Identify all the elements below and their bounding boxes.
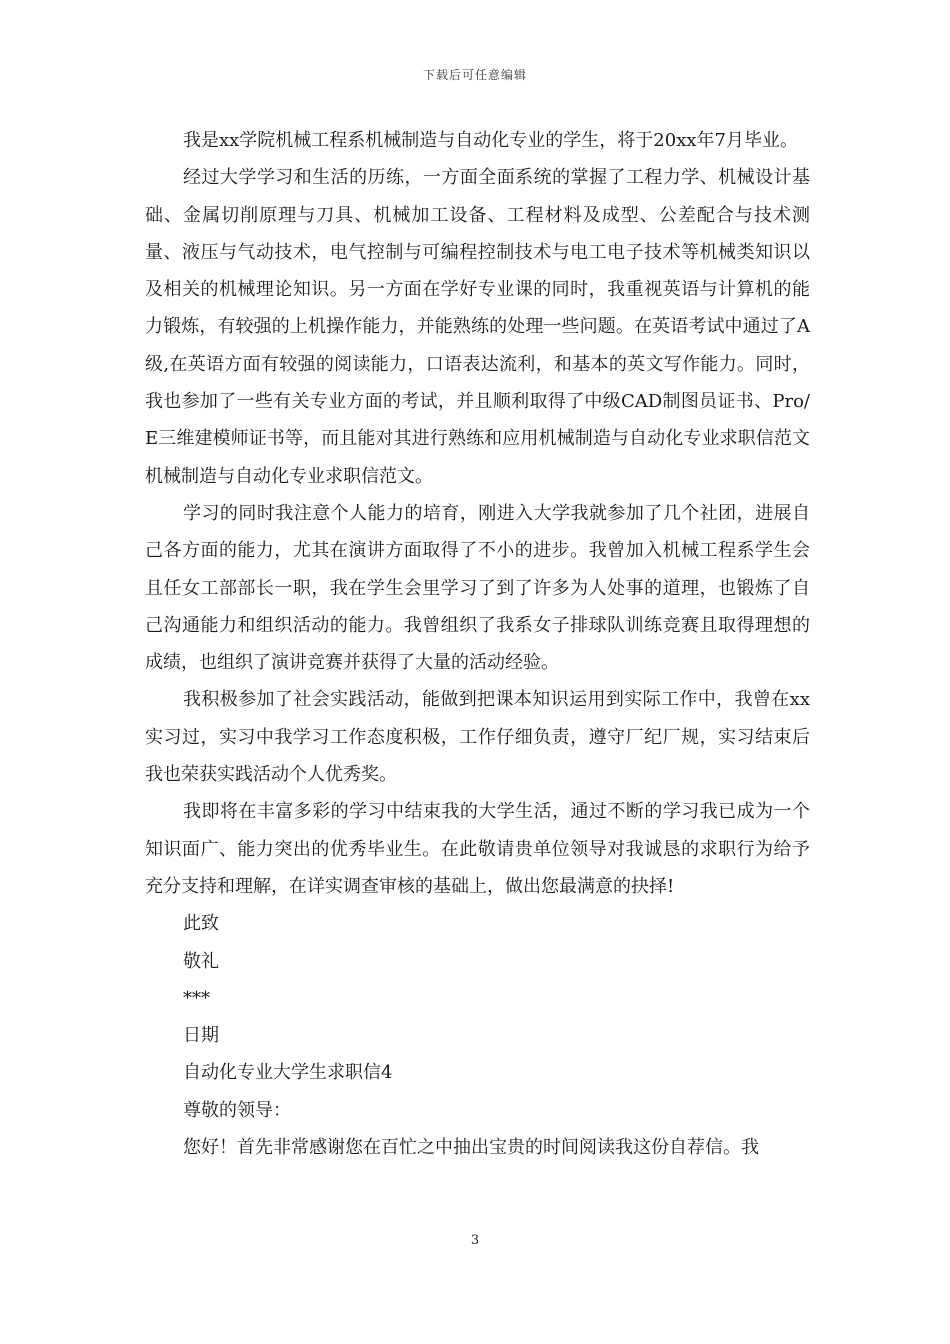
closing-cizhi: 此致	[183, 913, 219, 935]
paragraph-greeting: 您好！首先非常感谢您在百忙之中抽出宝贵的时间阅读我这份自荐信。我	[183, 1137, 759, 1159]
paragraph-intro: 我是xx学院机械工程系机械制造与自动化专业的学生，将于20xx年7月毕业。	[183, 130, 798, 151]
salutation: 尊敬的领导：	[183, 1099, 291, 1121]
document-body	[145, 122, 810, 1166]
paragraph-conclusion: 我即将在丰富多彩的学习中结束我的大学生活，通过不断的学习我已成为一个知识面广、能力突出的优秀毕业生。在此敬请贵单位领导对我诚恳的求职行为给予充分支持和理解，在详实调查审核的基础上，做出您最满意的抉择!	[145, 801, 810, 897]
date-line: 日期	[183, 1025, 219, 1047]
paragraph-practice: 我积极参加了社会实践活动，能做到把课本知识运用到实际工作中，我曾在xx实习过，实习中我学习工作态度积极，工作仔细负责，遵守厂纪厂规，实习结束后我也荣获实践活动个人优秀奖。	[145, 689, 810, 786]
closing-jingli: 敬礼	[183, 950, 219, 972]
signature-placeholder: ***	[183, 987, 210, 1009]
letter-title: 自动化专业大学生求职信4	[183, 1062, 393, 1084]
page-header: 下载后可任意编辑	[422, 68, 527, 82]
page-number: 3	[470, 1233, 480, 1248]
paragraph-education: 经过大学学习和生活的历练，一方面全面系统的掌握了工程力学、机械设计基础、金属切削原理与刀具、机械加工设备、工程材料及成型、公差配合与技术测量、液压与气动技术，电气控制与可编程控制技术与电工电子技术等机械类知识以及相关的机械理论知识。另一方面在学好专业课的同时，我重视英语与计算机的能力锻炼，有较强的上机操作能力，并能熟练的处理一些问题。在英语考试中通过了A级,在英语方面有较强的阅读能力，口语表达流利，和基本的英文写作能力。同时，我也参加了一些有关专业方面的考试，并且顺利取得了中级CAD制图员证书、Pro/E三维建模师证书等，而且能对其进行熟练和应用机械制造与自动化专业求职信范文机械制造与自动化专业求职信范文。	[145, 167, 810, 487]
paragraph-abilities: 学习的同时我注意个人能力的培育，刚进入大学我就参加了几个社团，进展自己各方面的能力，尤其在演讲方面取得了不小的进步。我曾加入机械工程系学生会且任女工部部长一职，我在学生会里学习了到了许多为人处事的道理，也锻炼了自己沟通能力和组织活动的能力。我曾组织了我系女子排球队训练竞赛且取得理想的成绩，也组织了演讲竞赛并获得了大量的活动经验。	[145, 502, 810, 674]
